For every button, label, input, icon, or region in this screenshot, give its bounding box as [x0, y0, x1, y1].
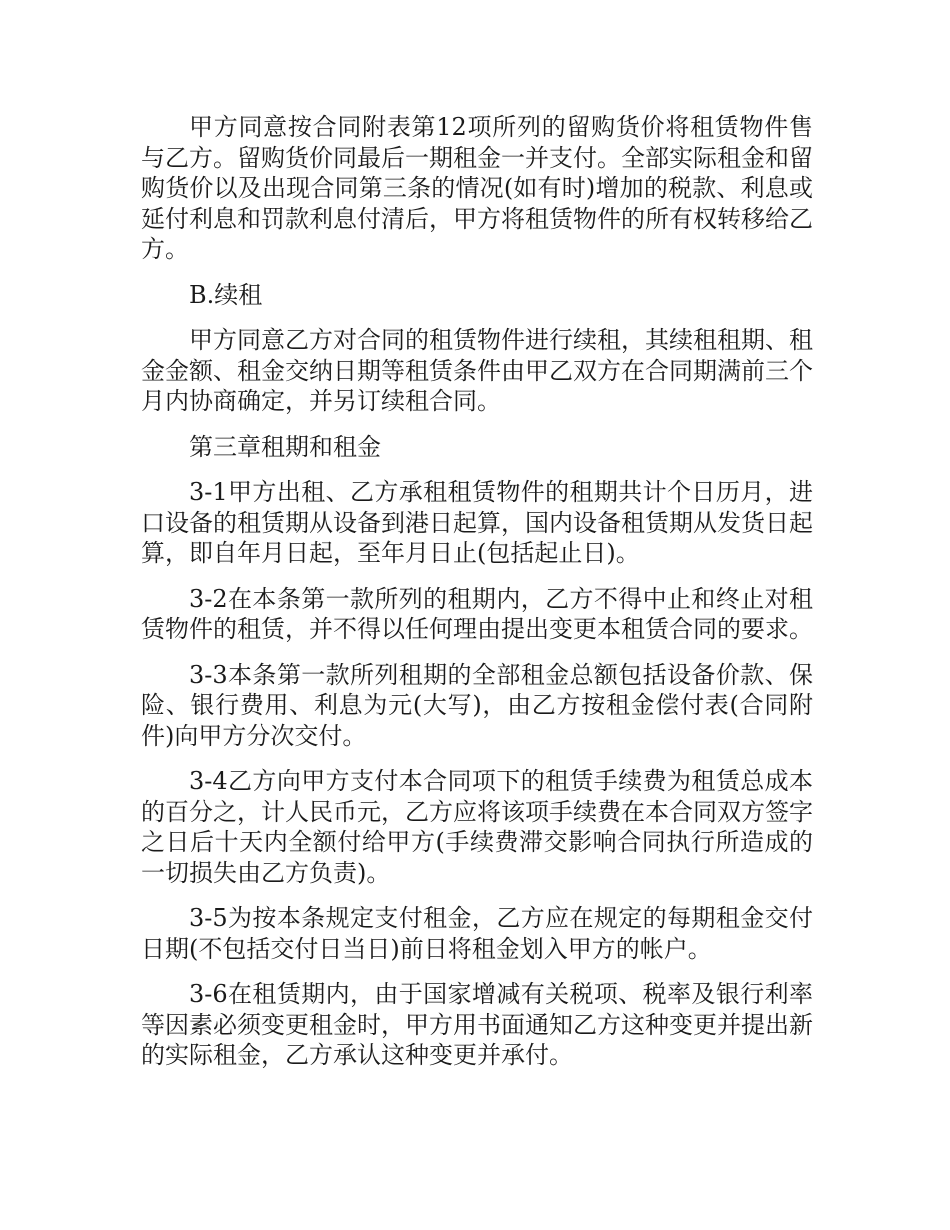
- clause-3-4: 3-4乙方向甲方支付本合同项下的租赁手续费为租赁总成本的百分之，计人民币元，乙方应将该项手续费在本合同双方签字之日后十天内全额付给甲方(手续费滞交影响合同执行所造成的一切损失由乙方负责)。: [141, 767, 813, 887]
- clause-3-3: 3-3本条第一款所列租期的全部租金总额包括设备价款、保险、银行费用、利息为元(大写)，由乙方按租金偿付表(合同附件)向甲方分次交付。: [141, 660, 813, 750]
- clause-3-2: 3-2在本条第一款所列的租期内，乙方不得中止和终止对租赁物件的租赁，并不得以任何理由提出变更本租赁合同的要求。: [141, 584, 813, 643]
- clause-3-6: 3-6在租赁期内，由于国家增减有关税项、税率及银行利率等因素必须变更租金时，甲方用书面通知乙方这种变更并提出新的实际租金，乙方承认这种变更并承付。: [141, 980, 813, 1069]
- chapter-heading-term-and-rent: 第三章租期和租金: [189, 432, 381, 461]
- clause-3-5: 3-5为按本条规定支付租金，乙方应在规定的每期租金交付日期(不包括交付日当日)前日将租金划入甲方的帐户。: [141, 904, 813, 963]
- document-body: [141, 112, 813, 1086]
- section-heading-renewal: B.续租: [189, 280, 263, 309]
- paragraph-purchase-option: 甲方同意按合同附表第12项所列的留购货价将租赁物件售与乙方。留购货价同最后一期租金一并支付。全部实际租金和留购货价以及出现合同第三条的情况(如有时)增加的税款、利息或延付利息和罚款利息付清后，甲方将租赁物件的所有权转移给乙方。: [141, 113, 813, 263]
- paragraph-renewal: 甲方同意乙方对合同的租赁物件进行续租，其续租租期、租金金额、租金交纳日期等租赁条件由甲乙双方在合同期满前三个月内协商确定，并另订续租合同。: [141, 326, 813, 415]
- clause-3-1: 3-1甲方出租、乙方承租租赁物件的租期共计个日历月，进口设备的租赁期从设备到港日起算，国内设备租赁期从发货日起算，即自年月日起，至年月日止(包括起止日)。: [141, 478, 813, 567]
